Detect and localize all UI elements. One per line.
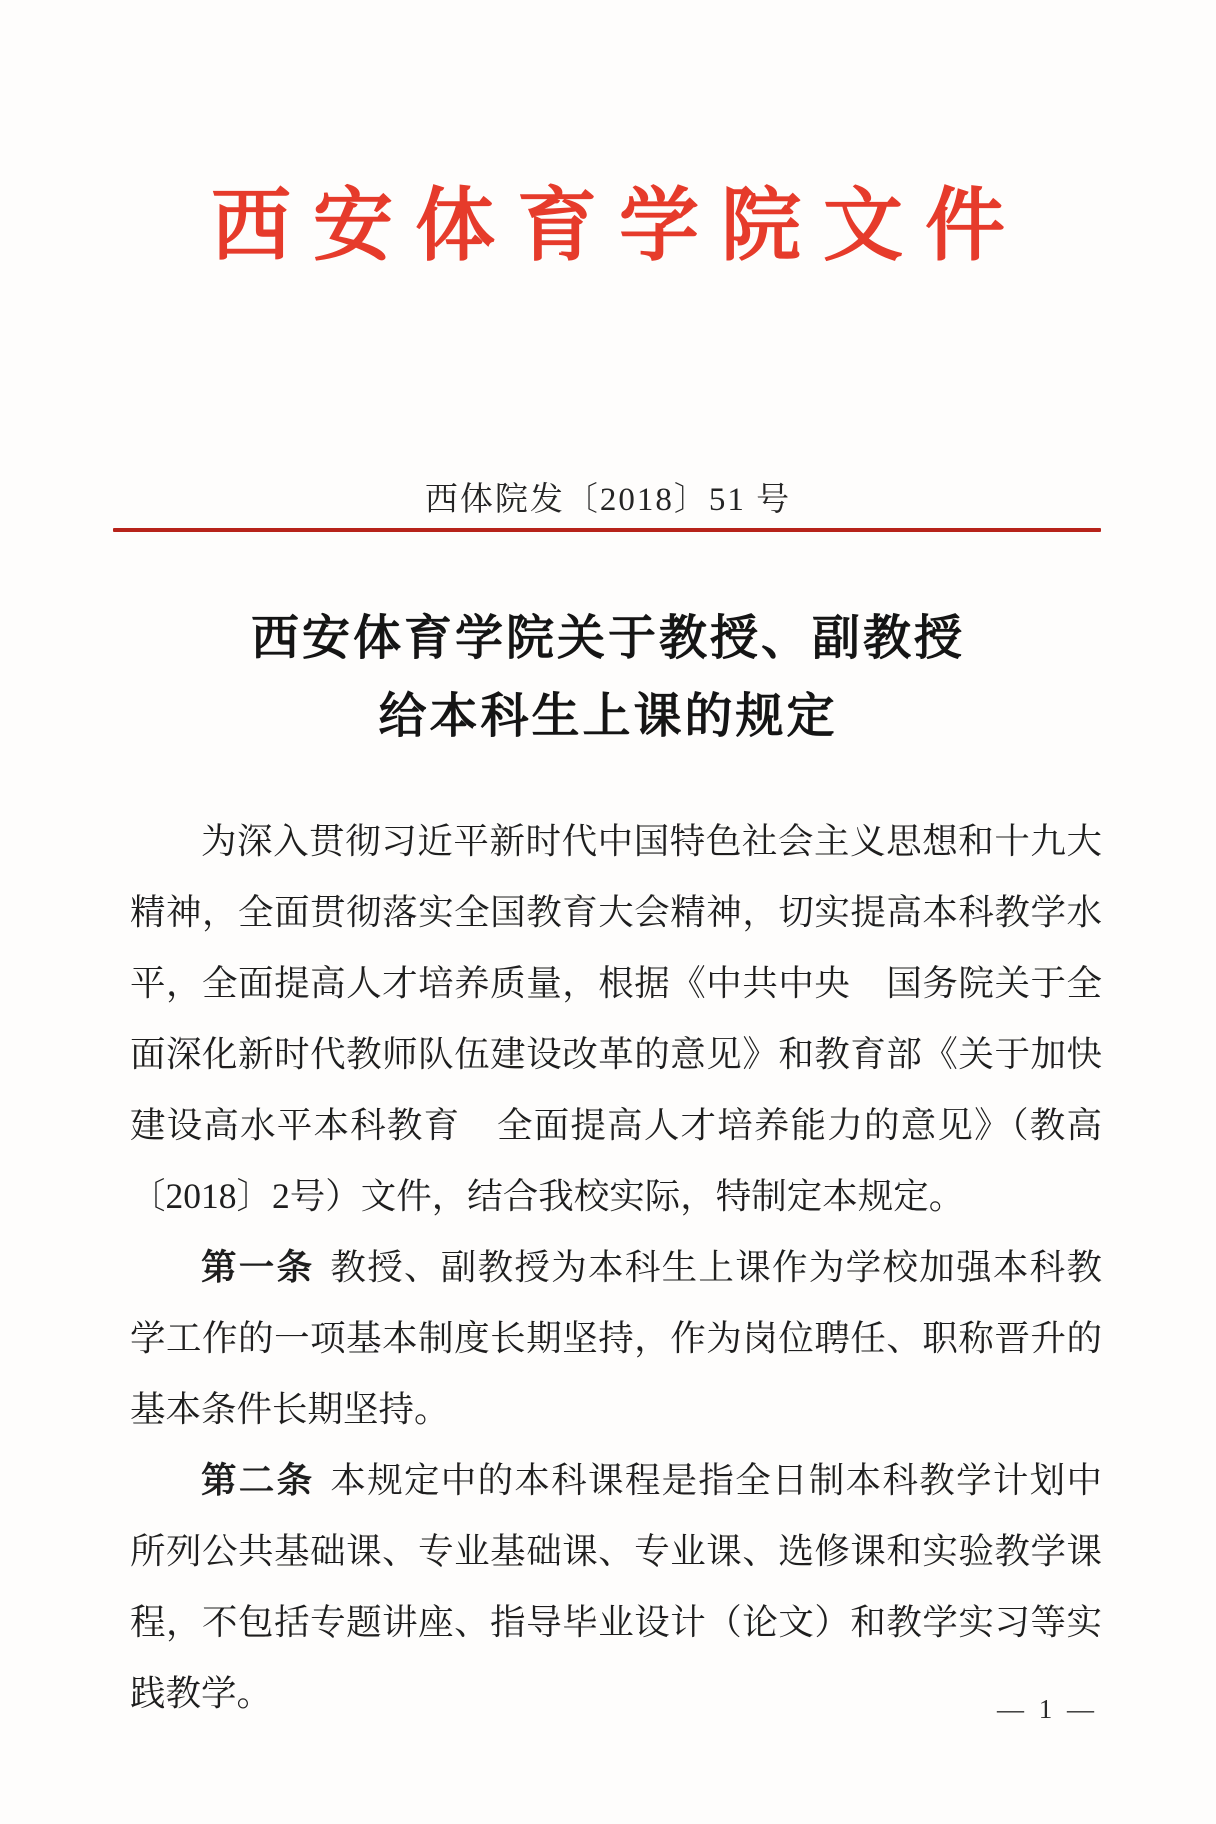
paragraph-intro-text: 为深入贯彻习近平新时代中国特色社会主义思想和十九大精神，全面贯彻落实全国教育大会精神，切实提高本科教学水平，全面提高人才培养质量，根据《中共中央 国务院关于全面深化新时代教师队伍建设改革的意见》和教育部《关于加快建设高水平本科教育 全面提高人才培养能力的意见》（教高〔2018〕2号）文件，结合我校实际，特制定本规定。	[130, 821, 1102, 1216]
doc-number: 西体院发〔2018〕51 号	[424, 482, 792, 518]
paragraph-article-2-lead: 第二条	[201, 1460, 315, 1500]
page-number: — 1 —	[997, 1694, 1098, 1724]
paragraph-article-2-text: 本规定中的本科课程是指全日制本科教学计划中所列公共基础课、专业基础课、专业课、选修课和实验教学课程，不包括专题讲座、指导毕业设计（论文）和教学实习等实践教学。	[130, 1460, 1102, 1713]
document-title	[0, 600, 1216, 756]
paragraph-article-1-lead: 第一条	[201, 1247, 315, 1287]
paragraph-intro	[130, 806, 1102, 1232]
document-title-line1: 西安体育学院关于教授、副教授	[250, 612, 965, 665]
document-body	[130, 806, 1102, 1729]
letterhead-title: 西安体育学院文件	[211, 183, 1027, 271]
paragraph-article-2	[130, 1445, 1102, 1729]
red-divider-line	[113, 528, 1101, 532]
document-title-line2: 给本科生上课的规定	[378, 690, 838, 743]
paragraph-article-1-text: 教授、副教授为本科生上课作为学校加强本科教学工作的一项基本制度长期坚持，作为岗位聘任、职称晋升的基本条件长期坚持。	[130, 1247, 1102, 1429]
paragraph-article-1	[130, 1232, 1102, 1445]
